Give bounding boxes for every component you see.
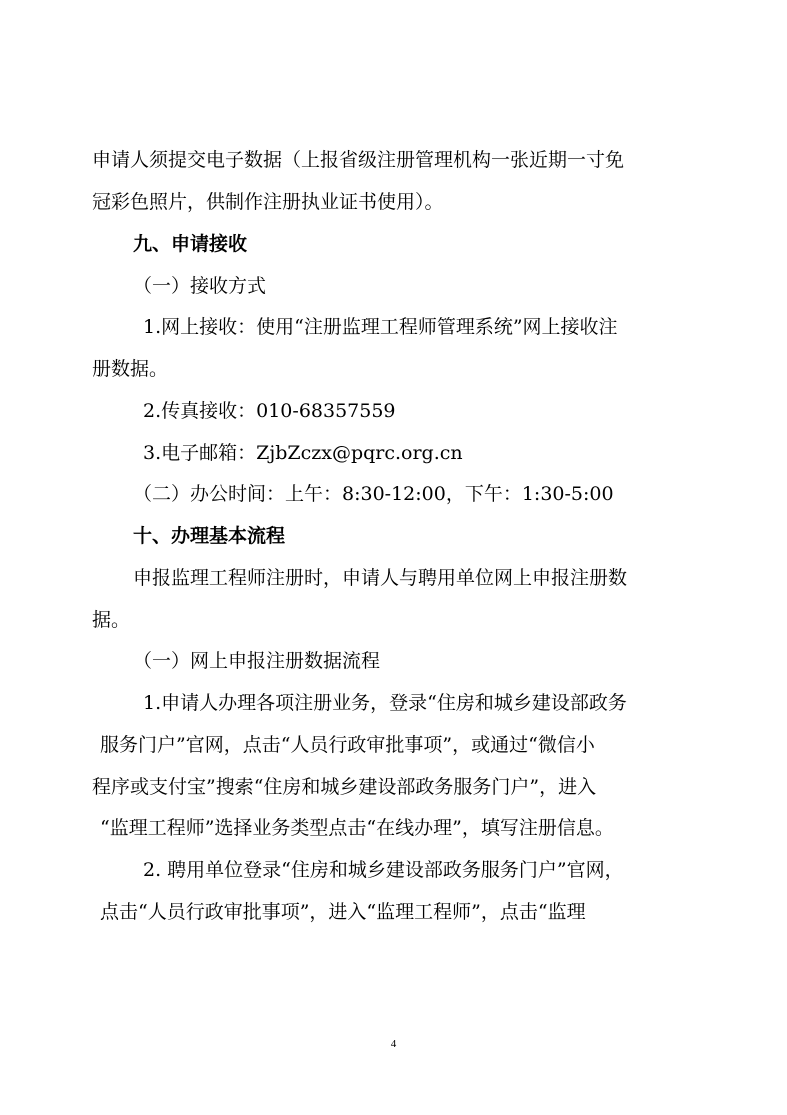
paragraph-line: 服务门户”官网，点击“人员行政审批事项”，或通过“微信小 <box>100 734 595 756</box>
subsection-heading: （一）网上申报注册数据流程 <box>133 650 381 672</box>
paragraph-line: “监理工程师”选择业务类型点击“在线办理”，填写注册信息。 <box>100 817 614 839</box>
section-heading: 九、申请接收 <box>133 233 248 255</box>
paragraph-line: 3.电子邮箱：ZjbZczx@pqrc.org.cn <box>143 442 463 464</box>
paragraph-line: 申报监理工程师注册时，申请人与聘用单位网上申报注册数 <box>133 567 628 589</box>
section-heading: 十、办理基本流程 <box>133 525 286 547</box>
paragraph-line: （二）办公时间：上午：8:30-12:00，下午：1:30-5:00 <box>133 483 614 505</box>
paragraph-line: 册数据。 <box>92 358 169 380</box>
paragraph-line: 程序或支付宝”搜索“住房和城乡建设部政务服务门户”，进入 <box>92 776 597 798</box>
subsection-heading: （一）接收方式 <box>133 275 267 297</box>
paragraph-line: 1.网上接收：使用“注册监理工程师管理系统”网上接收注 <box>143 316 618 338</box>
page-number: 4 <box>390 1038 397 1050</box>
paragraph-line: 冠彩色照片，供制作注册执业证书使用）。 <box>92 191 444 213</box>
paragraph-line: 2. 聘用单位登录“住房和城乡建设部政务服务门户”官网， <box>143 859 624 881</box>
paragraph-line: 2.传真接收：010-68357559 <box>143 400 396 422</box>
paragraph-line: 点击“人员行政审批事项”，进入“监理工程师”，点击“监理 <box>100 901 586 923</box>
paragraph-line: 1.申请人办理各项注册业务，登录“住房和城乡建设部政务 <box>143 692 627 714</box>
paragraph-line: 申请人须提交电子数据（上报省级注册管理机构一张近期一寸免 <box>92 149 625 171</box>
paragraph-line: 据。 <box>92 609 131 631</box>
